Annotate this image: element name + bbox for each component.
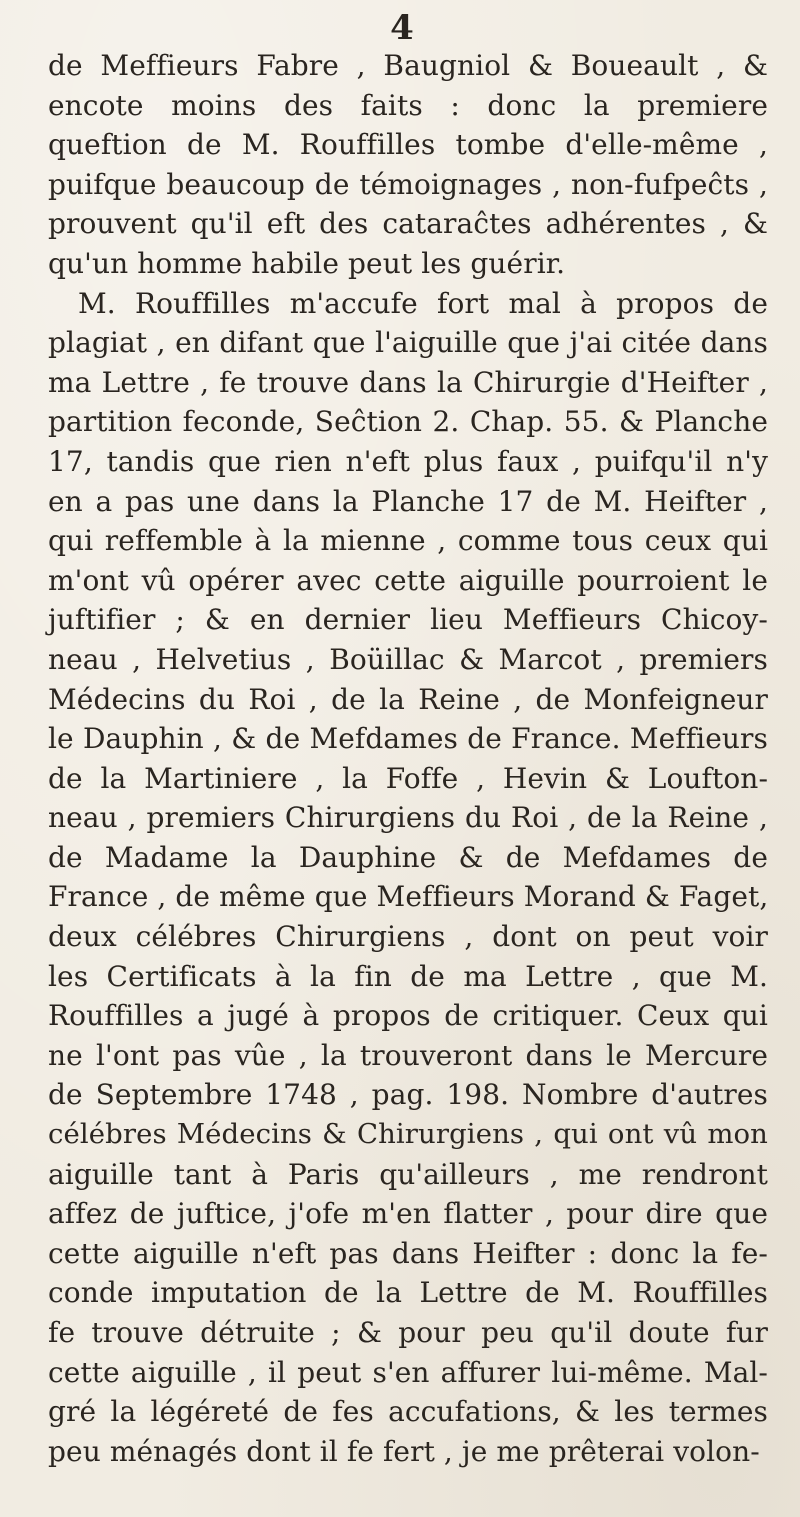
text-line: cette aiguille n'eft pas dans Heifter : donc la fe- [48, 1236, 768, 1270]
text-line: conde imputation de la Lettre de M. Rouffilles [48, 1276, 768, 1310]
text-line: ma Lettre , fe trouve dans la Chirurgie d'Heifter , [48, 365, 768, 399]
text-line: m'ont vû opérer avec cette aiguille pourroient le [48, 563, 768, 597]
text-line: encote moins des faits : donc la premiere [48, 88, 768, 122]
text-line: M. Rouffilles m'accufe fort mal à propos de [78, 286, 768, 320]
text-line: queftion de M. Rouffilles tombe d'elle-même , [48, 128, 768, 162]
page-number: 4 [390, 8, 414, 48]
text-line: 17, tandis que rien n'eft plus faux , puifqu'il n'y [48, 444, 768, 478]
text-line: qui reffemble à la mienne , comme tous ceux qui [48, 524, 768, 558]
text-line: Médecins du Roi , de la Reine , de Monfeigneur [48, 682, 768, 716]
text-line: plagiat , en difant que l'aiguille que j'ai citée dans [48, 326, 768, 360]
body-text [48, 46, 768, 1471]
text-line: qu'un homme habile peut les guérir. [48, 246, 566, 280]
text-line: de Madame la Dauphine & de Mefdames de [48, 840, 768, 874]
text-line: France , de même que Meffieurs Morand & Faget, [48, 880, 769, 914]
text-line: le Dauphin , & de Mefdames de France. Meffieurs [48, 722, 768, 756]
text-line: neau , Helvetius , Boüillac & Marcot , premiers [48, 642, 768, 676]
text-line: gré la légéreté de fes accufations, & les termes [48, 1395, 768, 1429]
text-line: ne l'ont pas vûe , la trouveront dans le Mercure [48, 1038, 768, 1072]
text-line: prouvent qu'il eft des cataraĉtes adhérentes , & [48, 207, 768, 241]
text-line: partition feconde, Seĉtion 2. Chap. 55. & Planche [48, 405, 768, 439]
text-line: célébres Médecins & Chirurgiens , qui ont vû mon [48, 1118, 768, 1151]
text-line: juftifier ; & en dernier lieu Meffieurs Chicoy- [48, 603, 768, 637]
text-line: peu ménagés dont il fe fert , je me prêterai volon- [48, 1434, 760, 1468]
text-line: Rouffilles a jugé à propos de critiquer. Ceux qui [48, 999, 768, 1033]
text-line: de la Martiniere , la Foffe , Hevin & Loufton- [48, 761, 768, 795]
text-line: de Meffieurs Fabre , Baugniol & Boueault , & [48, 49, 768, 82]
text-line: fe trouve détruite ; & pour peu qu'il doute fur [48, 1316, 768, 1349]
text-line: cette aiguille , il peut s'en affurer lui-même. Mal- [48, 1355, 768, 1389]
text-line: puifque beaucoup de témoignages , non-fufpeĉts , [48, 167, 768, 201]
text-line: en a pas une dans la Planche 17 de M. Heifter , [48, 484, 768, 518]
text-line: affez de juftice, j'ofe m'en flatter , pour dire que [48, 1197, 768, 1231]
text-line: neau , premiers Chirurgiens du Roi , de la Reine , [48, 801, 768, 835]
text-line: de Septembre 1748 , pag. 198. Nombre d'autres [48, 1078, 768, 1112]
text-line: aiguille tant à Paris qu'ailleurs , me rendront [48, 1157, 768, 1191]
text-line: les Certificats à la fin de ma Lettre , que M. [48, 959, 768, 993]
text-line: deux célébres Chirurgiens , dont on peut voir [48, 920, 768, 954]
